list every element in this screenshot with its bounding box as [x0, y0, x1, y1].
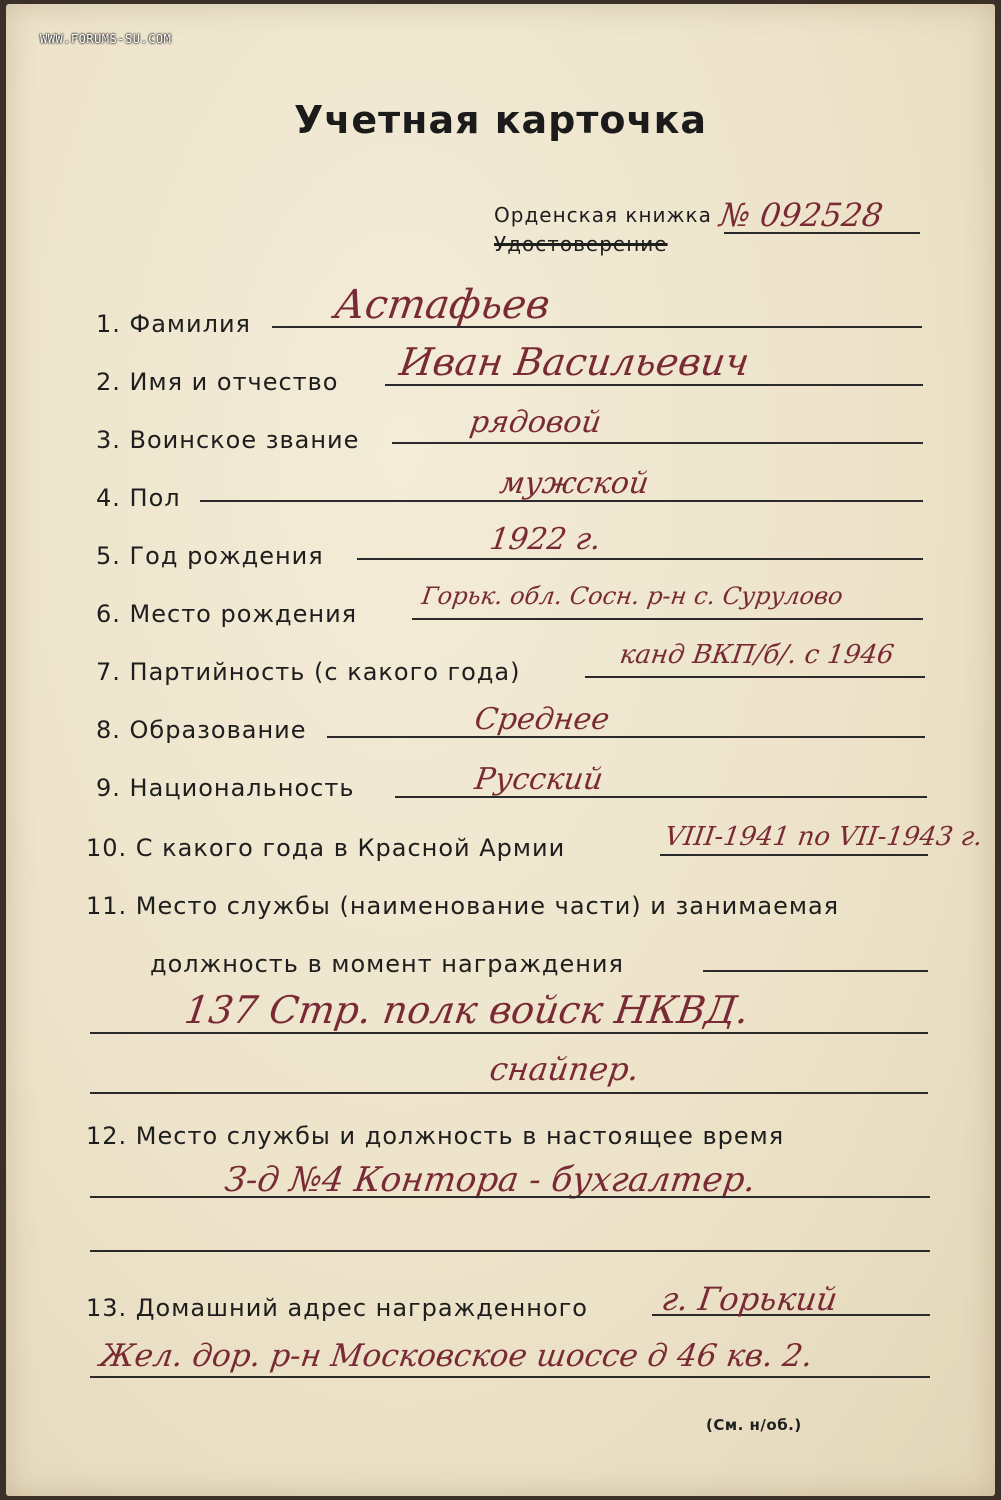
field-name-line [385, 384, 923, 386]
field-education-label: 8. Образование [96, 716, 307, 744]
field-education-value: Среднее [472, 702, 612, 737]
field-birth-year-value: 1922 г. [487, 522, 604, 557]
field-service-place-label-cont: должность в момент награждения [150, 950, 624, 978]
field-current-position-value: З-д №4 Контора - бухгалтер. [222, 1160, 759, 1200]
field-rank-label: 3. Воинское звание [96, 426, 360, 454]
field-party-label: 7. Партийность (с какого года) [96, 658, 521, 686]
field-service-place-label: 11. Место службы (наименование части) и занимаемая [86, 892, 840, 920]
field-army-since-label: 10. С какого года в Красной Армии [86, 834, 566, 862]
field-home-address-value: г. Горький [659, 1280, 840, 1318]
field-birth-year-line [357, 558, 923, 560]
field-rank-line [392, 442, 923, 444]
number-line [724, 232, 920, 234]
field-party-line [585, 676, 925, 678]
field-surname-value: Астафьев [331, 282, 553, 328]
field-current-position-label: 12. Место службы и должность в настоящее время [86, 1122, 785, 1150]
certificate-label: Удостоверение [494, 232, 668, 256]
order-book-label: Орденская книжка [494, 203, 712, 227]
field-rank-value: рядовой [467, 405, 604, 440]
field-army-since-value: VIII-1941 по VII-1943 г. [662, 822, 985, 852]
card-title: Учетная карточка [294, 98, 707, 142]
field-service-place-value-2: снайпер. [487, 1050, 642, 1088]
field-birthplace-value: Горьк. обл. Сосн. р-н с. Сурулово [420, 582, 845, 610]
field-name-label: 2. Имя и отчество [96, 368, 339, 396]
field-home-address-label: 13. Домашний адрес награжденного [86, 1294, 588, 1322]
field-name-value: Иван Васильевич [396, 340, 753, 384]
field-current-position-line-1 [90, 1196, 930, 1198]
field-education-line [327, 736, 925, 738]
field-home-address-value-2: Жел. дор. р-н Московское шоссе д 46 кв. 2. [97, 1338, 815, 1374]
field-service-place-line-2 [90, 1032, 928, 1034]
field-birthplace-line [412, 618, 923, 620]
field-nationality-value: Русский [472, 762, 606, 797]
field-sex-value: мужской [497, 466, 651, 501]
field-current-position-line-2 [90, 1250, 930, 1252]
field-sex-label: 4. Пол [96, 484, 181, 512]
field-service-place-line-3 [90, 1092, 928, 1094]
see-reverse-note: (См. н/об.) [706, 1416, 802, 1434]
field-service-place-value: 137 Стр. полк войск НКВД. [181, 988, 752, 1032]
field-party-value: канд ВКП/б/. с 1946 [617, 640, 896, 670]
field-birthplace-label: 6. Место рождения [96, 600, 358, 628]
watermark: WWW.FORUMS-SU.COM [40, 32, 172, 46]
order-book-number: № 092528 [717, 196, 886, 234]
field-army-since-line [660, 854, 928, 856]
field-home-address-line-2 [90, 1376, 930, 1378]
field-service-place-line-1 [703, 970, 928, 972]
field-birth-year-label: 5. Год рождения [96, 542, 324, 570]
field-surname-label: 1. Фамилия [96, 310, 251, 338]
field-nationality-label: 9. Национальность [96, 774, 355, 802]
